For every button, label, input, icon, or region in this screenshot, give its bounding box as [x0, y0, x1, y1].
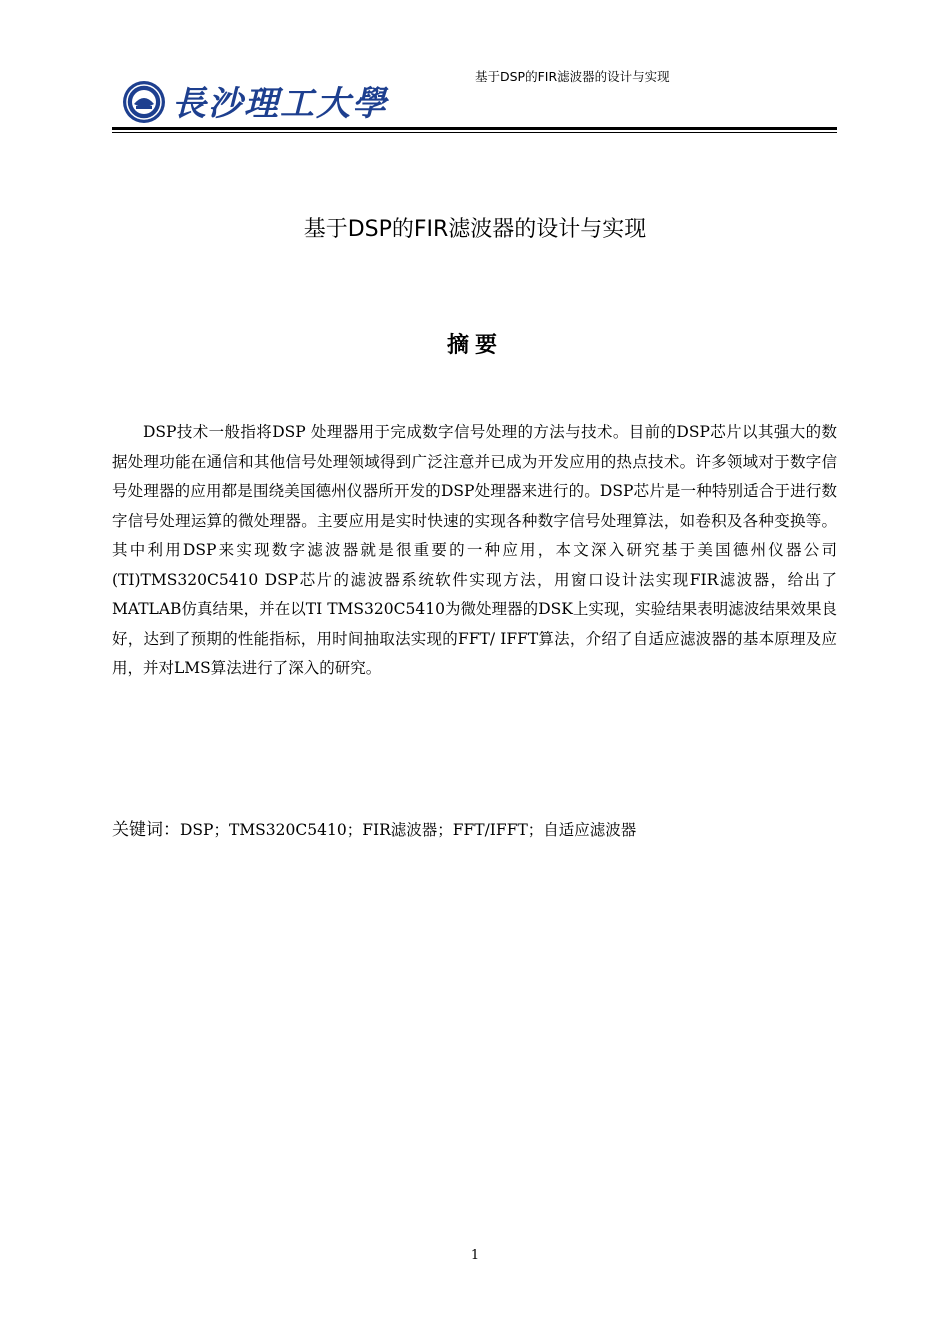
page-header: [112, 60, 837, 132]
header-rule: [112, 127, 837, 130]
page-number: 1: [470, 1248, 480, 1263]
running-title: 基于DSP的FIR滤波器的设计与实现: [475, 69, 670, 84]
header-rule-thin: [112, 132, 837, 133]
document-title: 基于DSP的FIR滤波器的设计与实现: [303, 217, 647, 242]
abstract-paragraph: DSP技术一般指将DSP 处理器用于完成数字信号处理的方法与技术。目前的DSP芯片以其强大的数据处理功能在通信和其他信号处理领域得到广泛注意并已成为开发应用的热点技术。许多领域对于数字信号处理器的应用都是围绕美国德州仪器所开发的DSP处理器来进行的。DSP芯片是一种特别适合于进行数字信号处理运算的微处理器。主要应用是实时快速的实现各种数字信号处理算法，如卷积及各种变换等。其中利用DSP来实现数字滤波器就是很重要的一种应用，本文深入研究基于美国德州仪器公司(TI)TMS320C5410 DSP芯片的滤波器系统软件实现方法，用窗口设计法实现FIR滤波器，给出了MATLAB仿真结果，并在以TI TMS320C5410为微处理器的DSK上实现，实验结果表明滤波结果效果良好，达到了预期的性能指标，用时间抽取法实现的FFT/ IFFT算法，介绍了自适应滤波器的基本原理及应用，并对LMS算法进行了深入的研究。: [112, 423, 837, 677]
keywords-line: [112, 816, 837, 844]
keywords-label: 关键词：: [112, 820, 180, 840]
keywords-value: DSP；TMS320C5410；FIR滤波器；FFT/IFFT；自适应滤波器: [180, 821, 637, 839]
university-logo-text: 長沙理工大學: [172, 84, 388, 124]
university-seal-icon: [122, 80, 166, 124]
abstract-heading: 摘要: [446, 333, 503, 358]
